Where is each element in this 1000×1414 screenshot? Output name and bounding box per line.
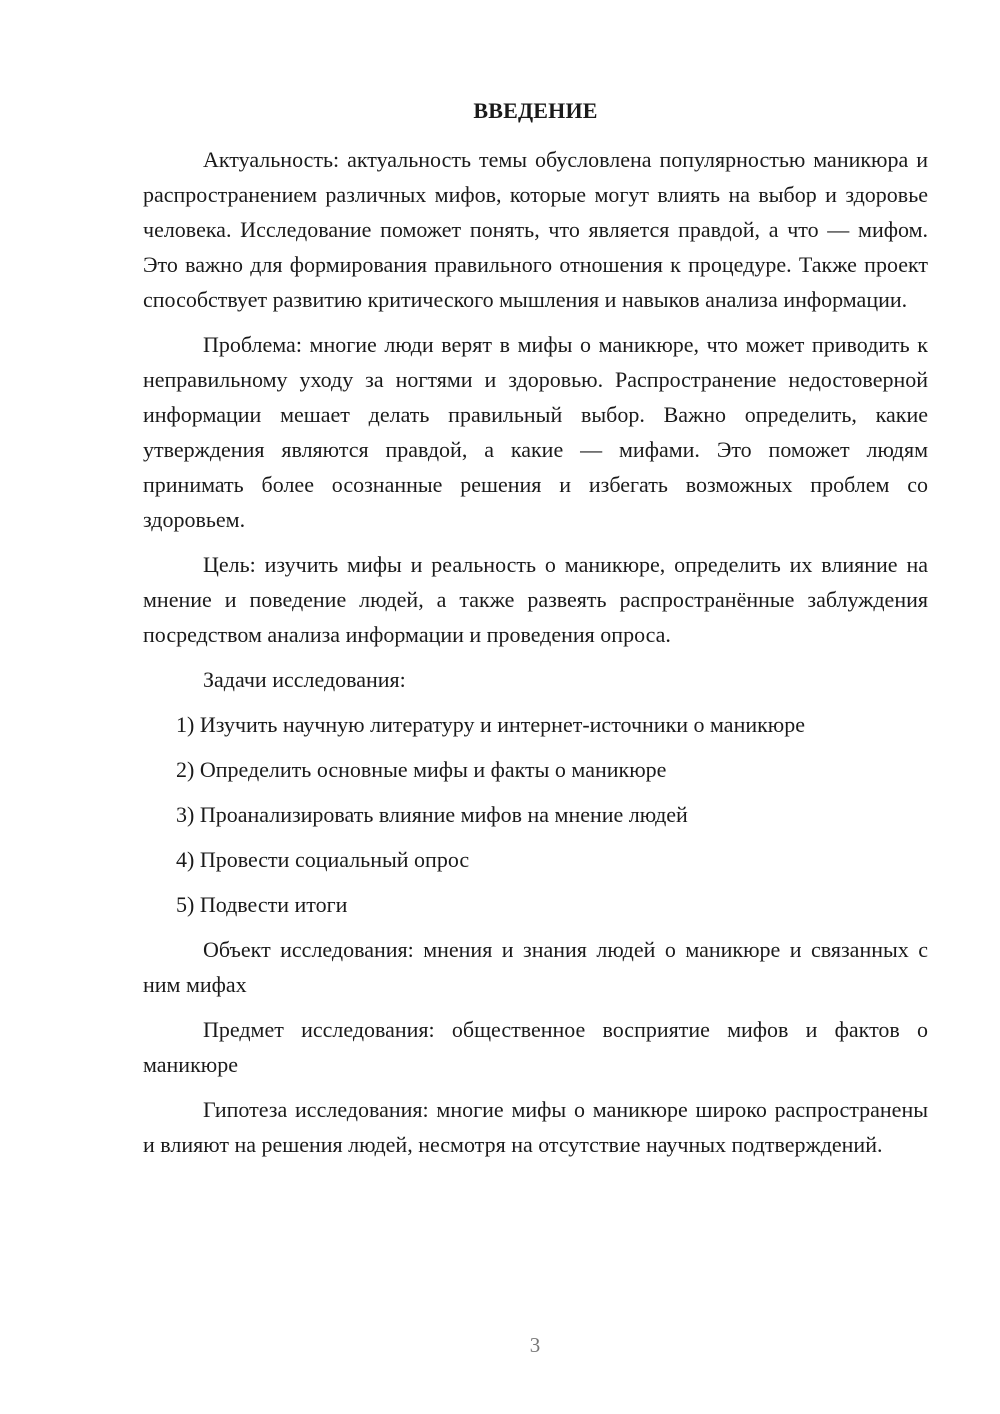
problem-paragraph: Проблема: многие люди верят в мифы о маникюре, что может приводить к неправильному уходу за ногтями и здоровью. Распространение недостоверной информации мешает делать правильный выбор. Важно определить, какие утверждения являются правдой, а какие — мифами. Это поможет людям принимать более осознанные решения и избегать возможных проблем со здоровьем. [143, 332, 928, 532]
task-item-3: 3) Проанализировать влияние мифов на мнение людей [176, 802, 688, 827]
tasks-heading: Задачи исследования: [203, 667, 406, 692]
subject-paragraph: Предмет исследования: общественное восприятие мифов и фактов о маникюре [143, 1017, 928, 1077]
page-number: 3 [529, 1333, 541, 1357]
task-item-2: 2) Определить основные мифы и факты о маникюре [176, 757, 667, 782]
task-item-1: 1) Изучить научную литературу и интернет-источники о маникюре [176, 712, 805, 737]
relevance-paragraph: Актуальность: актуальность темы обусловлена популярностью маникюра и распространением различных мифов, которые могут влиять на выбор и здоровье человека. Исследование поможет понять, что является правдой, а что — мифом. Это важно для формирования правильного отношения к процедуре. Также проект способствует развитию критического мышления и навыков анализа информации. [143, 147, 928, 312]
section-title: ВВЕДЕНИЕ [473, 98, 598, 123]
object-paragraph: Объект исследования: мнения и знания людей о маникюре и связанных с ним мифах [143, 937, 928, 997]
task-item-5: 5) Подвести итоги [176, 892, 348, 917]
hypothesis-paragraph: Гипотеза исследования: многие мифы о маникюре широко распространены и влияют на решения людей, несмотря на отсутствие научных подтверждений. [143, 1097, 928, 1157]
document-page [143, 93, 928, 1172]
goal-paragraph: Цель: изучить мифы и реальность о маникюре, определить их влияние на мнение и поведение людей, а также развеять распространённые заблуждения посредством анализа информации и проведения опроса. [143, 552, 928, 647]
task-item-4: 4) Провести социальный опрос [176, 847, 470, 872]
tasks-list [143, 707, 928, 922]
